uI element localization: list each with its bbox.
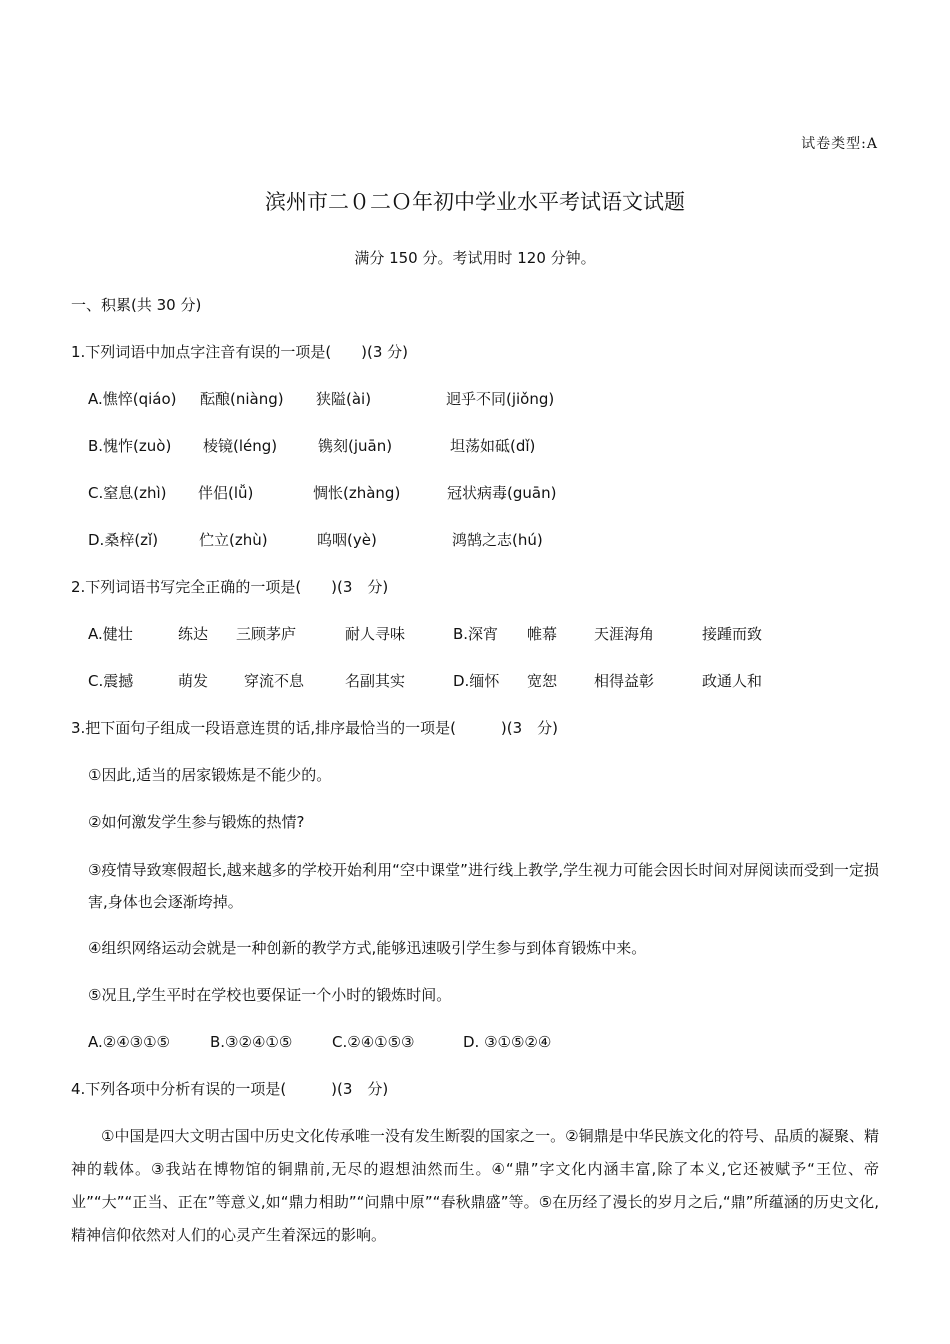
option-word: 镌刻(juān) bbox=[318, 437, 393, 455]
option-word: 酝酿(niàng) bbox=[200, 390, 284, 408]
option-word: 接踵而致 bbox=[702, 625, 763, 643]
option-word: 棱镜(léng) bbox=[203, 437, 278, 455]
question-4-passage: ①中国是四大文明古国中历史文化传承唯一没有发生断裂的国家之一。②铜鼎是中华民族文化的符号、品质的凝聚、精神的载体。③我站在博物馆的铜鼎前,无尽的遐想油然而生。④“鼎”字文化内涵丰富,除了本义,它还被赋予“王位、帝业”“大”“正当、正在”等意义,如“鼎力相助”“问鼎中原”“春秋鼎盛”等。⑤在历经了漫长的岁月之后,“鼎”所蕴涵的历史文化,精神信仰依然对人们的心灵产生着深远的影响。 bbox=[71, 1127, 879, 1244]
option-word: 三顾茅庐 bbox=[236, 625, 297, 643]
option-word: 天涯海角 bbox=[594, 625, 655, 643]
exam-subtitle: 满分 150 分。考试用时 120 分钟。 bbox=[354, 249, 596, 267]
option-choice: C.②④①⑤③ bbox=[332, 1033, 415, 1051]
option-word: B.深宵 bbox=[453, 625, 499, 643]
section-heading: 一、积累(共 30 分) bbox=[71, 296, 202, 314]
exam-title: 滨州市二０二Ｏ年初中学业水平考试语文试题 bbox=[265, 190, 685, 214]
option-word: 穿流不息 bbox=[244, 672, 305, 690]
option-word: 坦荡如砥(dǐ) bbox=[450, 437, 536, 455]
option-word: 政通人和 bbox=[702, 672, 763, 690]
option-word: 惆怅(zhàng) bbox=[313, 484, 401, 502]
option-word: 伫立(zhù) bbox=[199, 531, 268, 549]
option-word: 相得益彰 bbox=[594, 672, 655, 690]
question-3-stem: 3.把下面句子组成一段语意连贯的话,排序最恰当的一项是( )(3 分) bbox=[71, 719, 559, 737]
question-3-sentence-3: ③疫情导致寒假超长,越来越多的学校开始利用“空中课堂”进行线上教学,学生视力可能会因长时间对屏阅读而受到一定损害,身体也会逐渐垮掉。 bbox=[88, 861, 879, 911]
option-word: 耐人寻味 bbox=[345, 625, 406, 643]
option-word: D.桑梓(zǐ) bbox=[88, 531, 159, 549]
option-word: C.震撼 bbox=[88, 672, 134, 690]
paper-type-label: 试卷类型:A bbox=[801, 136, 878, 152]
question-2-stem: 2.下列词语书写完全正确的一项是( )(3 分) bbox=[71, 578, 389, 596]
option-word: 冠状病毒(guān) bbox=[447, 484, 557, 502]
question-3-sentence-1: ①因此,适当的居家锻炼是不能少的。 bbox=[88, 766, 332, 784]
option-word: C.窒息(zhì) bbox=[88, 484, 167, 502]
question-4-stem: 4.下列各项中分析有误的一项是( )(3 分) bbox=[71, 1080, 389, 1098]
option-word: D.缅怀 bbox=[453, 672, 500, 690]
question-3-sentence-5: ⑤况且,学生平时在学校也要保证一个小时的锻炼时间。 bbox=[88, 986, 452, 1004]
option-word: 帷幕 bbox=[527, 625, 558, 643]
option-word: 练达 bbox=[178, 625, 209, 643]
option-word: B.愧怍(zuò) bbox=[88, 437, 172, 455]
question-3-sentence-2: ②如何激发学生参与锻炼的热情? bbox=[88, 813, 305, 831]
option-choice: A.②④③①⑤ bbox=[88, 1033, 171, 1051]
option-word: 名副其实 bbox=[345, 672, 406, 690]
option-word: 迥乎不同(jiǒng) bbox=[446, 390, 555, 408]
option-word: 呜咽(yè) bbox=[317, 531, 377, 549]
option-word: 宽恕 bbox=[527, 672, 558, 690]
option-choice: B.③②④①⑤ bbox=[210, 1033, 293, 1051]
option-word: A.健壮 bbox=[88, 625, 133, 643]
question-3-sentence-4: ④组织网络运动会就是一种创新的教学方式,能够迅速吸引学生参与到体育锻炼中来。 bbox=[88, 939, 647, 957]
option-word: A.憔悴(qiáo) bbox=[88, 390, 177, 408]
option-word: 萌发 bbox=[178, 672, 209, 690]
option-choice: D. ③①⑤②④ bbox=[463, 1033, 552, 1051]
option-word: 鸿鹄之志(hú) bbox=[452, 531, 543, 549]
question-1-stem: 1.下列词语中加点字注音有误的一项是( )(3 分) bbox=[71, 343, 409, 361]
option-word: 狭隘(ài) bbox=[316, 390, 372, 408]
option-word: 伴侣(lǚ) bbox=[198, 484, 254, 502]
